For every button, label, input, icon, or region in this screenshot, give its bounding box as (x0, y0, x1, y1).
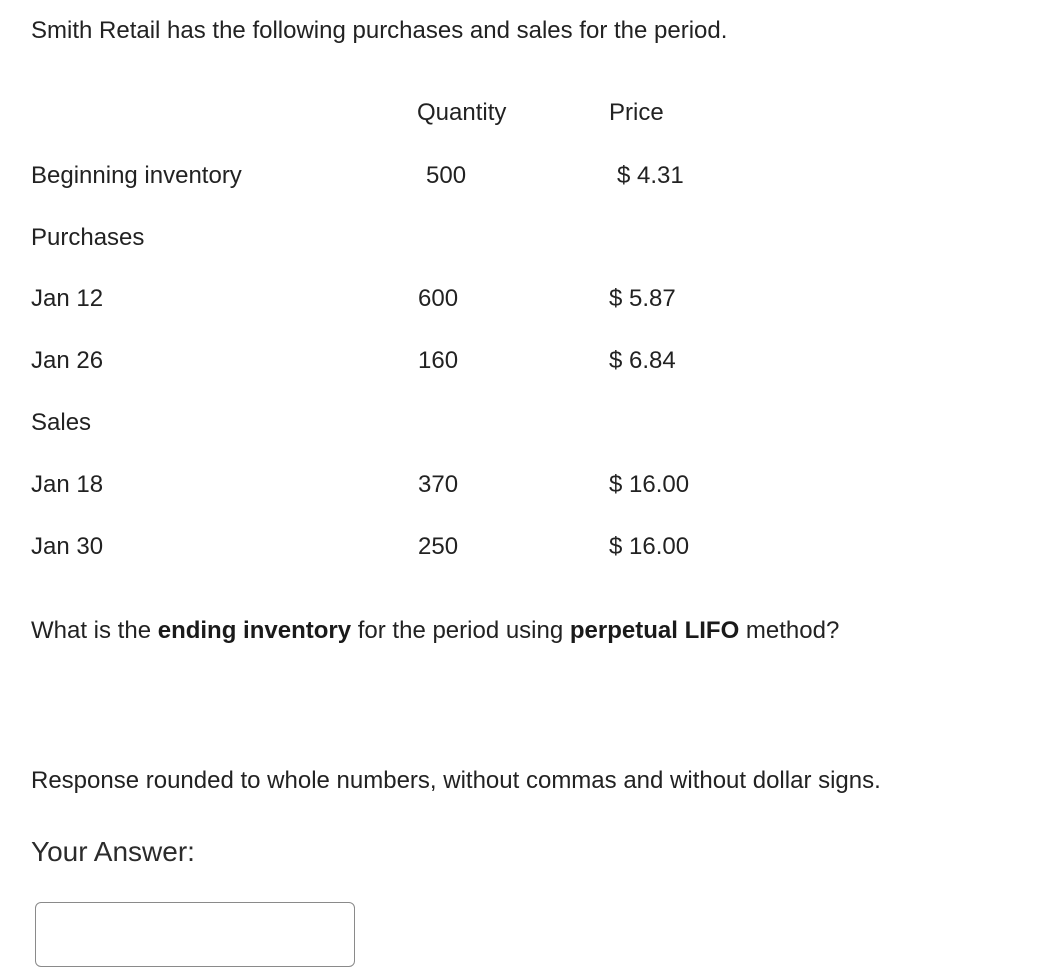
question-emphasis: perpetual LIFO (569, 617, 740, 644)
row-label: Jan 26 (31, 347, 104, 374)
row-price: $ 6.84 (609, 347, 676, 374)
row-quantity: 250 (418, 533, 459, 560)
row-price: $ 4.31 (617, 162, 684, 189)
row-price: $ 16.00 (609, 533, 690, 560)
price-header: Price (609, 99, 664, 126)
question-part: What is the (31, 617, 158, 644)
quantity-header: Quantity (417, 99, 507, 126)
problem-intro: Smith Retail has the following purchases and sales for the period. (31, 17, 728, 44)
row-quantity: 370 (418, 471, 459, 498)
question-text (31, 619, 839, 643)
answer-input[interactable] (35, 902, 355, 967)
question-part: method? (739, 617, 840, 644)
question-part: for the period using (351, 617, 570, 644)
row-label: Jan 12 (31, 285, 104, 312)
row-quantity: 600 (418, 285, 459, 312)
answer-label: Your Answer: (31, 836, 195, 867)
row-quantity: 500 (426, 162, 467, 189)
row-price: $ 16.00 (609, 471, 690, 498)
row-label: Jan 30 (31, 533, 104, 560)
row-label: Jan 18 (31, 471, 104, 498)
row-label: Purchases (31, 224, 145, 251)
row-price: $ 5.87 (609, 285, 676, 312)
response-instructions: Response rounded to whole numbers, without commas and without dollar signs. (31, 767, 881, 794)
row-label: Sales (31, 409, 92, 436)
row-label: Beginning inventory (31, 162, 242, 189)
question-emphasis: ending inventory (157, 617, 352, 644)
row-quantity: 160 (418, 347, 459, 374)
